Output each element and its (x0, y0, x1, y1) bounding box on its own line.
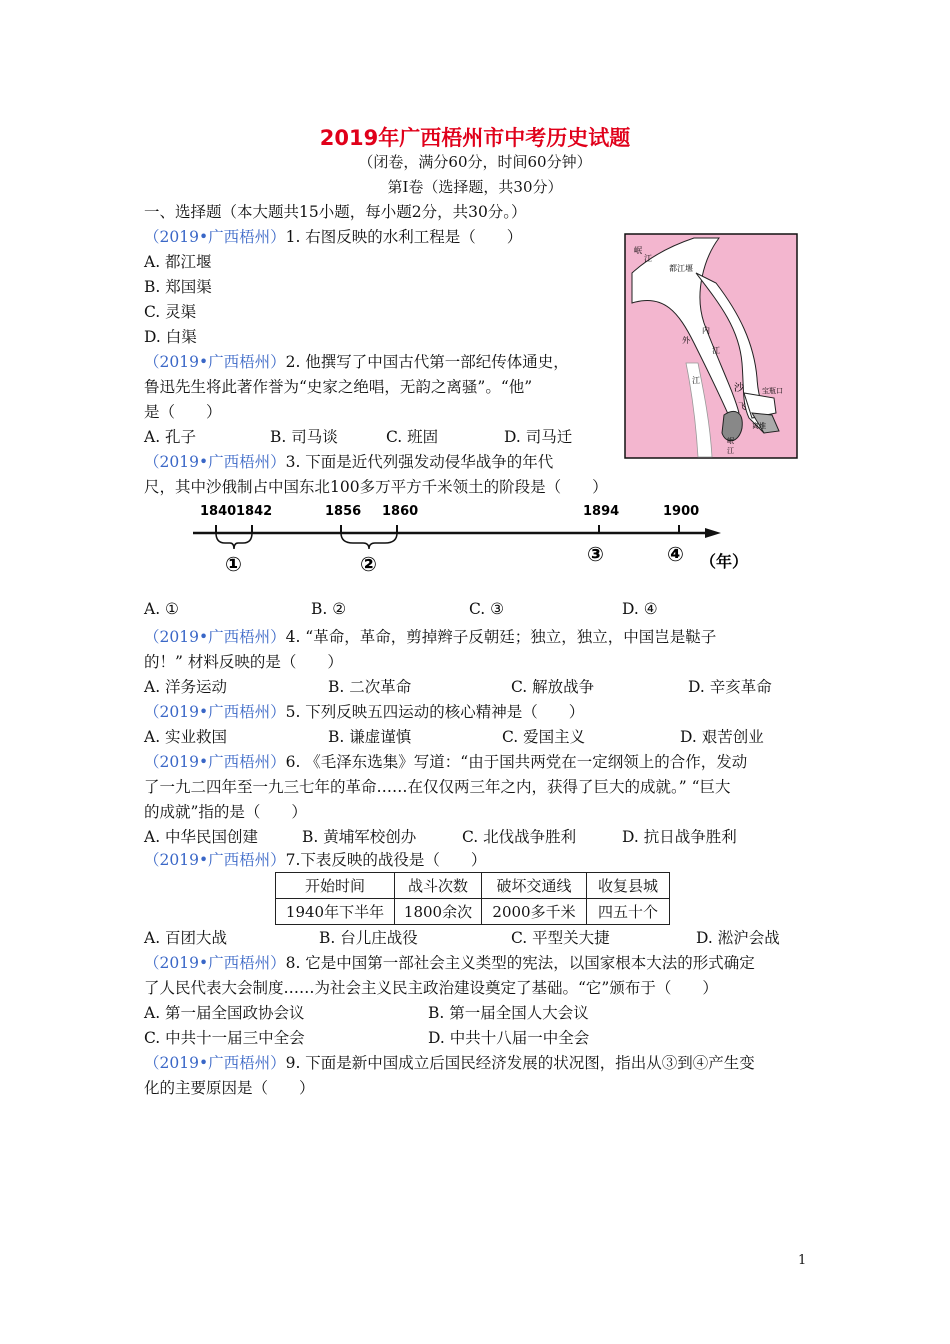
q2-option-c: C. 班固 (386, 428, 439, 446)
q2-option-a: A. 孔子 (144, 428, 197, 446)
question-4-cont: 的！” 材料反映的是（ ） (144, 653, 343, 671)
question-5: （2019•广西梧州）5. 下列反映五四运动的核心精神是（ ） (144, 703, 585, 721)
dujiangyan-map (624, 233, 798, 459)
q7-option-c: C. 平型关大捷 (511, 929, 610, 947)
question-6-cont: 的成就”指的是（ ） (144, 803, 307, 821)
q7-option-b: B. 台儿庄战役 (319, 929, 418, 947)
battle-table (275, 872, 670, 925)
question-source: （2019•广西梧州） (144, 228, 286, 246)
q3-option-c: C. ③ (469, 600, 505, 618)
question-source: （2019•广西梧州） (144, 353, 286, 371)
question-source: （2019•广西梧州） (144, 628, 286, 646)
map-label: 都江堰 (669, 264, 693, 273)
table-header: 战斗次数 (395, 873, 482, 899)
timeline-marker: ② (360, 552, 377, 576)
question-source: （2019•广西梧州） (144, 753, 286, 771)
question-4: （2019•广西梧州）4. “革命，革命，剪掉辫子反朝廷；独立，独立，中国岂是鞑子 (144, 628, 717, 646)
q5-option-d: D. 艰苦创业 (680, 728, 764, 746)
question-2-cont: 鲁迅先生将此著作誉为“史家之绝唱，无韵之离骚”。“他” (144, 378, 533, 396)
q3-option-a: A. ① (144, 600, 179, 618)
question-9: （2019•广西梧州）9. 下面是新中国成立后国民经济发展的状况图，指出从③到④产生变 (144, 1054, 755, 1072)
q7-option-a: A. 百团大战 (144, 929, 228, 947)
table-cell: 2000多千米 (482, 899, 587, 925)
map-label: 内 (702, 326, 710, 335)
q7-option-d: D. 淞沪会战 (696, 929, 780, 947)
map-label: 离堆 (752, 422, 766, 430)
question-9-cont: 化的主要原因是（ ） (144, 1079, 315, 1097)
timeline-marker: ③ (587, 542, 604, 566)
q8-option-a: A. 第一届全国政协会议 (144, 1004, 305, 1022)
timeline-unit: （年） (700, 552, 749, 571)
q2-option-b: B. 司马谈 (270, 428, 338, 446)
question-3-cont: 尺，其中沙俄制占中国东北100多万平方千米领土的阶段是（ ） (144, 478, 608, 496)
q1-option-c: C. 灵渠 (144, 303, 197, 321)
timeline-year: 1860 (382, 504, 419, 519)
timeline-marker: ① (225, 552, 242, 576)
q1-option-a: A. 都江堰 (144, 253, 212, 271)
table-cell: 1940年下半年 (276, 899, 395, 925)
map-label: 岷 (727, 437, 734, 445)
q5-option-b: B. 谦虚谨慎 (328, 728, 412, 746)
timeline-year: 1856 (325, 504, 362, 519)
q4-option-a: A. 洋务运动 (144, 678, 228, 696)
question-2-cont: 是（ ） (144, 403, 222, 421)
q8-option-d: D. 中共十八届一中全会 (428, 1029, 590, 1047)
question-2: （2019•广西梧州）2. 他撰写了中国古代第一部纪传体通史， (144, 353, 569, 371)
q6-option-c: C. 北伐战争胜利 (462, 828, 577, 846)
question-source: （2019•广西梧州） (144, 1054, 286, 1072)
q6-option-d: D. 抗日战争胜利 (622, 828, 737, 846)
q6-option-a: A. 中华民国创建 (144, 828, 259, 846)
map-label: 江 (712, 346, 720, 355)
q5-option-c: C. 爱国主义 (502, 728, 586, 746)
table-header: 破坏交通线 (482, 873, 587, 899)
q1-option-b: B. 郑国渠 (144, 278, 212, 296)
q3-option-d: D. ④ (622, 600, 658, 618)
q4-option-d: D. 辛亥革命 (688, 678, 772, 696)
map-label: 外 (682, 336, 690, 345)
section-heading: 第Ⅰ卷（选择题，共30分） (387, 178, 563, 196)
q6-option-b: B. 黄埔军校创办 (302, 828, 417, 846)
timeline-year: 1894 (583, 504, 620, 519)
instructions: 一、选择题（本大题共15小题，每小题2分，共30分。） (144, 203, 527, 221)
map-label: 江 (692, 376, 700, 385)
table-row (276, 899, 670, 925)
map-label: 沙 (734, 383, 744, 394)
map-label: 飞 (738, 402, 746, 411)
question-source: （2019•广西梧州） (144, 453, 286, 471)
map-label: 江 (644, 254, 652, 263)
map-label: 宝瓶口 (762, 387, 783, 395)
page-number: 1 (798, 1253, 807, 1268)
question-6: （2019•广西梧州）6. 《毛泽东选集》写道：“由于国共两党在一定纲领上的合作，发动 (144, 753, 748, 771)
map-label: 岷 (634, 246, 642, 255)
question-source: （2019•广西梧州） (144, 954, 286, 972)
q3-option-b: B. ② (311, 600, 347, 618)
exam-subtitle: （闭卷，满分60分，时间60分钟） (358, 153, 592, 171)
question-8-cont: 了人民代表大会制度……为社会主义民主政治建设奠定了基础。“它”颁布于（ ） (144, 979, 718, 997)
table-header: 收复县城 (587, 873, 670, 899)
timeline-year: 1900 (663, 504, 700, 519)
table-header-row (276, 873, 670, 899)
timeline-chart (185, 495, 765, 585)
map-label: 江 (727, 447, 734, 455)
question-8: （2019•广西梧州）8. 它是中国第一部社会主义类型的宪法，以国家根本大法的形式确定 (144, 954, 755, 972)
table-cell: 四五十个 (587, 899, 670, 925)
exam-title: 2019年广西梧州市中考历史试题 (319, 126, 631, 150)
timeline-year: 1840 (200, 504, 237, 519)
question-6-cont: 了一九二四年至一九三七年的革命……在仅仅两三年之内，获得了巨大的成就。” “巨大 (144, 778, 731, 796)
question-7: （2019•广西梧州）7.下表反映的战役是（ ） (144, 851, 487, 869)
question-source: （2019•广西梧州） (144, 851, 286, 869)
q5-option-a: A. 实业救国 (144, 728, 228, 746)
q8-option-b: B. 第一届全国人大会议 (428, 1004, 589, 1022)
q4-option-b: B. 二次革命 (328, 678, 412, 696)
table-cell: 1800余次 (395, 899, 482, 925)
q8-option-c: C. 中共十一届三中全会 (144, 1029, 305, 1047)
q4-option-c: C. 解放战争 (511, 678, 595, 696)
q1-option-d: D. 白渠 (144, 328, 197, 346)
question-source: （2019•广西梧州） (144, 703, 286, 721)
q2-option-d: D. 司马迁 (504, 428, 573, 446)
question-3: （2019•广西梧州）3. 下面是近代列强发动侵华战争的年代 (144, 453, 554, 471)
timeline-year: 1842 (236, 504, 273, 519)
question-1: （2019•广西梧州）1. 右图反映的水利工程是（ ） (144, 228, 523, 246)
table-header: 开始时间 (276, 873, 395, 899)
timeline-marker: ④ (667, 542, 684, 566)
